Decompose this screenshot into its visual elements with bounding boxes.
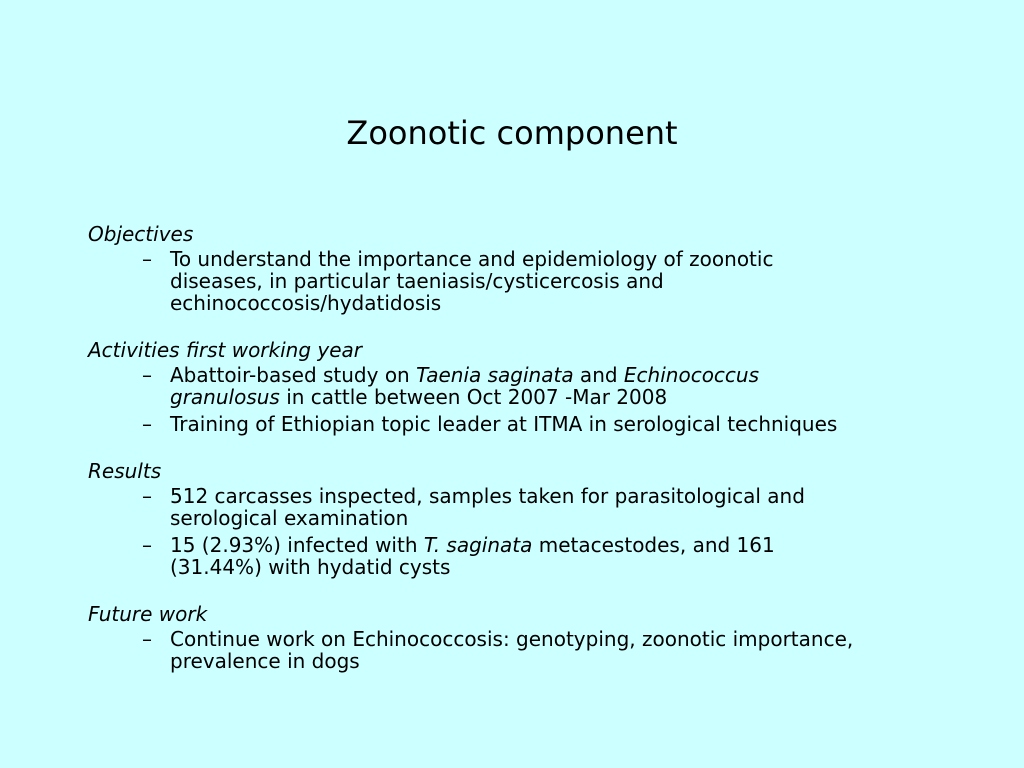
list-item-text: Continue work on Echinococcosis: genotyping, zoonotic importance, prevalence in dogs [170, 627, 854, 673]
bullet-list [88, 248, 968, 314]
text-fragment: in cattle between Oct 2007 -Mar 2008 [279, 385, 668, 409]
slide-content [88, 222, 968, 696]
text-fragment: and [573, 363, 624, 387]
section-activities [88, 338, 968, 435]
bullet-list [88, 485, 968, 578]
list-item-text [170, 533, 775, 579]
list-item-text: To understand the importance and epidemiology of zoonotic diseases, in particular taeniasis/cysticercosis and echinococcosis/hydatidosis [170, 247, 774, 315]
list-item [88, 413, 860, 435]
dash-bullet: – [142, 484, 152, 508]
section-objectives [88, 222, 968, 314]
bullet-list [88, 364, 968, 435]
species-name: T. saginata [423, 533, 533, 557]
list-item-text: 512 carcasses inspected, samples taken for parasitological and serological examination [170, 484, 805, 530]
text-fragment: metacestodes, and 161 (31.44%) with hydatid cysts [170, 533, 775, 579]
list-item [88, 628, 860, 672]
species-name: Taenia saginata [416, 363, 574, 387]
dash-bullet: – [142, 363, 152, 387]
list-item-text: Training of Ethiopian topic leader at ITMA in serological techniques [170, 412, 838, 436]
dash-bullet: – [142, 247, 152, 271]
list-item [88, 364, 860, 408]
text-fragment: Abattoir-based study on [170, 363, 417, 387]
list-item [88, 485, 860, 529]
dash-bullet: – [142, 412, 152, 436]
section-heading: Results [88, 459, 162, 483]
list-item [88, 248, 860, 314]
section-heading: Activities first working year [88, 338, 363, 362]
section-future-work [88, 602, 968, 672]
dash-bullet: – [142, 627, 152, 651]
text-fragment: 15 (2.93%) infected with [170, 533, 424, 557]
dash-bullet: – [142, 533, 152, 557]
slide-title: Zoonotic component [346, 114, 678, 152]
section-results [88, 459, 968, 578]
section-heading: Objectives [88, 222, 194, 246]
list-item-text [170, 363, 759, 409]
section-heading: Future work [88, 602, 208, 626]
list-item [88, 534, 860, 578]
species-name: Echinococcus granulosus [170, 363, 760, 409]
bullet-list [88, 628, 968, 672]
